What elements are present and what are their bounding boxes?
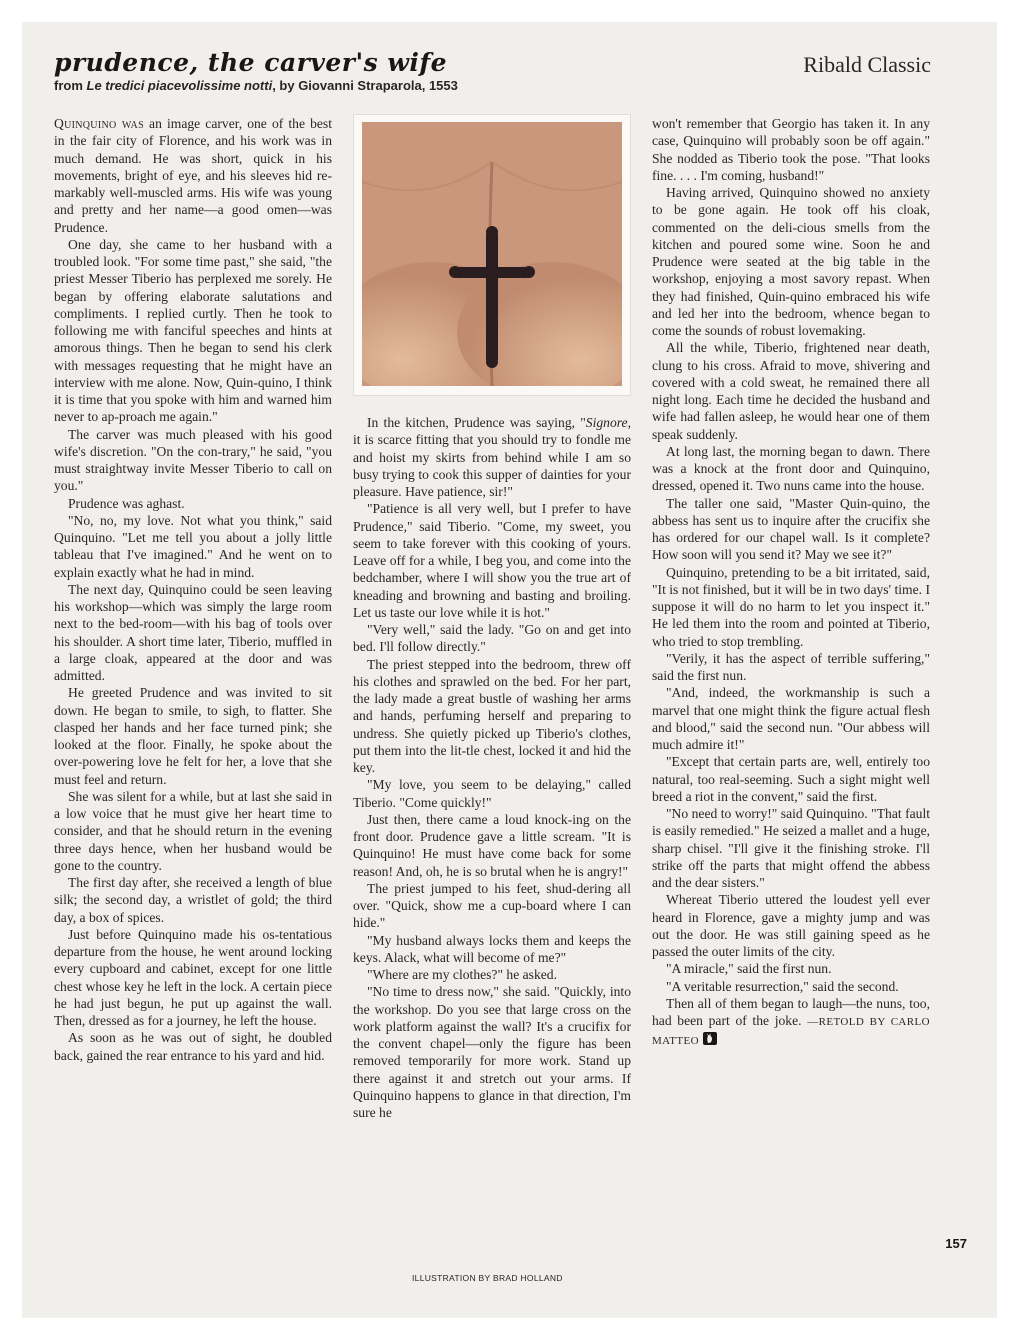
paragraph: She was silent for a while, but at last she said in a low voice that he must give her heart time to consider, and that he should return in the evening three days hence, when her husband would be gone to the country. xyxy=(54,788,332,873)
paragraph: As soon as he was out of sight, he doubled back, gained the rear entrance to his yard and hid. xyxy=(54,1030,332,1063)
paragraph: "No need to worry!" said Quinquino. "That fault is easily remedied." He seized a mallet and a huge, sharp chisel. "I'll give it the finishing stroke. I'll strike off the parts that might offend the abbess and the dear sisters." xyxy=(652,806,930,890)
paragraph: "No, no, my love. Not what you think," said Quinquino. "Let me tell you about a jolly little tableau that I've imagined." And he went on to explain exactly what he had in mind. xyxy=(54,512,332,580)
magazine-page xyxy=(22,22,997,1318)
paragraph: "My love, you seem to be delaying," called Tiberio. "Come quickly!" xyxy=(353,777,631,810)
paragraph: He greeted Prudence and was invited to sit down. He began to smile, to sigh, to flatter. She clasped her hands and her face turned pink; she looked at the floor. Finally, he spoke about the over-powering love he felt for her, a love that she must feel and return. xyxy=(54,685,332,787)
paragraph: "Patience is all very well, but I prefer to have Prudence," said Tiberio. "Come, my sweet, you seem to take forever with this cooking of yours. Leave off for a while, I beg you, and come into the bedchamber, where I will show you the true art of kneading and browning and basting and broiling. Let us taste our love while it is hot." xyxy=(353,501,631,620)
paragraph: Quinquino, pretending to be a bit irritated, said, "It is not finished, but it will be in two days' time. I suppose it will do no harm to let you inspect it." He led them into the room and pointed at Tiberio, who tried to stop trembling. xyxy=(652,564,930,649)
paragraph: One day, she came to her husband with a troubled look. "For some time past," she said, "the priest Messer Tiberio has perplexed me sorely. He began by offering elaborate salutations and compliments. I replied curtly. Then he took to following me with fanciful speeches and hints at amorous things. Then he began to send his clerk with messages requesting that he might have an interview with me alone. Now, Quin-quino, I think it is time that you spoke with him and warned him never to ap-proach me again." xyxy=(54,236,332,425)
source-prefix: from xyxy=(54,78,83,93)
paragraph: In the kitchen, Prudence was saying, "Signore, it is scarce fitting that you should try to fondle me and hoist my skirts from behind while I am so busy trying to cook this supper of dainties for your pleasure. Have patience, sir!" xyxy=(353,415,631,499)
illustration-photo xyxy=(362,122,622,386)
source-author: , by Giovanni Straparola, 1553 xyxy=(272,78,458,93)
paragraph: won't remember that Georgio has taken it. In any case, Quinquino will probably soon be off again." She nodded as Tiberio took the pose. "That looks fine. . . . I'm coming, husband!" xyxy=(652,116,930,183)
paragraph: The priest stepped into the bedroom, threw off his clothes and sprawled on the bed. For her part, the lady made a great bustle of washing her arms and hands, perfuming herself and preparing to undress. She quietly picked up Tiberio's clothes, put them into the lit-tle chest, locked it and hid the key. xyxy=(353,656,631,775)
paragraph: "A veritable resurrection," said the second. xyxy=(666,978,899,994)
paragraph: At long last, the morning began to dawn. There was a knock at the front door and Quinquino, dressed, opened it. Two nuns came into the house. xyxy=(652,443,930,494)
column-3 xyxy=(652,115,930,1051)
paragraph: "And, indeed, the workmanship is such a marvel that one might think the figure actual flesh and blood," said the second nun. "Our abbess will much admire it!" xyxy=(652,685,930,752)
source-line xyxy=(54,78,458,93)
paragraph: "Very well," said the lady. "Go on and get into bed. I'll follow directly." xyxy=(353,622,631,655)
paragraph: "Where are my clothes?" he asked. xyxy=(367,967,557,982)
opening-words: Quinquino was xyxy=(54,116,144,131)
paragraph: Then all of them began to laugh—the nuns, too, had been part of the joke. —RETOLD BY CARLO MATTEO xyxy=(652,995,930,1048)
paragraph: "A miracle," said the first nun. xyxy=(666,961,832,977)
source-work: Le tredici piacevolissime notti xyxy=(86,78,273,93)
illustration xyxy=(354,115,630,395)
paragraph: "My husband always locks them and keeps the keys. Alack, what will become of me?" xyxy=(353,932,631,965)
story-title: prudence, the carver's wife xyxy=(54,48,448,77)
column-1 xyxy=(54,115,332,1064)
paragraph: Just before Quinquino made his os-tentatious departure from the house, he went around locking every cupboard and cabinet, except for one little chest whose key he left in the lock. A certain piece he had just begun, he put up against the wall. Then, dressed as for a journey, he left the house. xyxy=(54,926,332,1028)
paragraph: All the while, Tiberio, frightened near death, clung to his cross. Afraid to move, shivering and covered with a cold sweat, he remained there all night long. Each time he decided the husband and wife had fallen asleep, he would hear one of them speak suddenly. xyxy=(652,340,930,442)
paragraph: The priest jumped to his feet, shud-dering all over. "Quick, show me a cup-board where I can hide." xyxy=(353,880,631,931)
paragraph: Prudence was aghast. xyxy=(68,495,185,511)
paragraph: The next day, Quinquino could be seen leaving his workshop—which was simply the large room next to the bed-room—with his bag of tools over his shoulder. A short time later, Tiberio, muffled in a large cloak, appeared at the door and was admitted. xyxy=(54,581,332,683)
retold-by: —RETOLD BY CARLO MATTEO xyxy=(652,1016,930,1048)
page-number: 157 xyxy=(945,1236,967,1251)
paragraph: "No time to dress now," she said. "Quickly, into the workshop. Do you see that large cross on the work platform against the wall? It's a crucifix for the convent chapel—only the figure has been removed temporarily for more work. Stand up there against it and stretch out your arms. If Quinquino happens to glance in that direction, I'm sure he xyxy=(353,984,631,1120)
paragraph: The carver was much pleased with his good wife's discretion. "On the con-trary," he said, "you must straightway invite Messer Tiberio to call on you." xyxy=(54,426,332,494)
paragraph: Just then, there came a loud knock-ing on the front door. Prudence gave a little scream. "It is Quinquino! He must have come back for some reason! And, oh, he is so brutal when he is angry!" xyxy=(353,811,631,879)
paragraph: "Except that certain parts are, well, entirely too natural, too real-seeming. Such a sight might well breed a riot in the convent," said the first. xyxy=(652,754,930,804)
paragraph: Whereat Tiberio uttered the loudest yell ever heard in Florence, gave a mighty jump and was out the door. He was still gaining speed as he passed the outer limits of the city. xyxy=(652,892,930,959)
paragraph: Quinquino was an image carver, one of the best in the fair city of Florence, and his work was in much demand. He was short, quick in his movements, bright of eye, and his sleeves hid re-markably well-muscled arms. His wife was young and pretty and her name—a good omen—was Prudence. xyxy=(54,116,332,235)
bunny-logo-icon xyxy=(703,1032,717,1045)
illustration-credit: ILLUSTRATION BY BRAD HOLLAND xyxy=(412,1273,563,1283)
paragraph: Having arrived, Quinquino showed no anxiety to be gone again. He took off his cloak, commented on the deli-cious smells from the kitchen and poured some wine. Soon he and Prudence were seated at the big table in the workshop, enjoying a most savory repast. When they had finished, Quin-quino embraced his wife and led her into the bedroom, whence began to come the sounds of robust lovemaking. xyxy=(652,185,930,338)
paragraph: The first day after, she received a length of blue silk; the second day, a wristlet of gold; the third day, a box of spices. xyxy=(54,875,332,925)
section-label: Ribald Classic xyxy=(803,52,931,77)
paragraph: The taller one said, "Master Quin-quino, the abbess has sent us to inquire after the crucifix she has ordered for our chapel wall. Is it complete? How soon will you send it? May we see it?" xyxy=(652,495,930,563)
column-2 xyxy=(353,414,631,1121)
paragraph: "Verily, it has the aspect of terrible suffering," said the first nun. xyxy=(652,650,930,683)
crucifix-illustration xyxy=(362,122,622,386)
